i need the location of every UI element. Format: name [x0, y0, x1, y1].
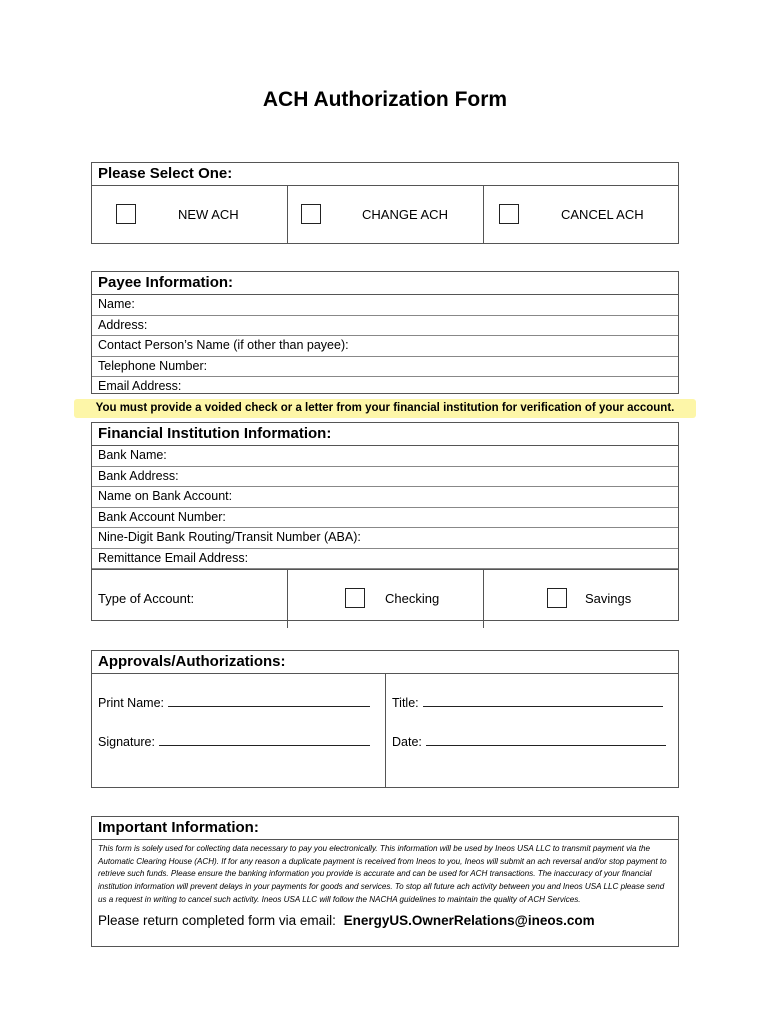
signature-line[interactable] [159, 734, 370, 746]
bank-account-number-field[interactable]: Bank Account Number: [92, 508, 678, 529]
important-section [91, 816, 679, 947]
signature-label: Signature: [98, 735, 155, 749]
return-instructions [92, 907, 678, 928]
bank-section-header: Financial Institution Information: [92, 423, 678, 446]
bank-name-field[interactable]: Bank Name: [92, 446, 678, 467]
payee-address-field[interactable]: Address: [92, 316, 678, 337]
change-ach-checkbox[interactable] [301, 204, 321, 224]
title-field[interactable] [392, 695, 663, 710]
change-ach-label: CHANGE ACH [362, 207, 448, 222]
savings-label: Savings [585, 591, 632, 606]
bank-address-field[interactable]: Bank Address: [92, 467, 678, 488]
approvals-divider [385, 674, 386, 787]
date-label: Date: [392, 735, 422, 749]
new-ach-checkbox[interactable] [116, 204, 136, 224]
account-type-label: Type of Account: [98, 591, 195, 606]
payee-section-header: Payee Information: [92, 272, 678, 295]
bank-account-name-field[interactable]: Name on Bank Account: [92, 487, 678, 508]
remittance-email-field[interactable]: Remittance Email Address: [92, 549, 678, 570]
print-name-line[interactable] [168, 695, 370, 707]
return-email[interactable]: EnergyUS.OwnerRelations@ineos.com [343, 912, 595, 928]
date-field[interactable] [392, 734, 666, 749]
payee-contact-field[interactable]: Contact Person’s Name (if other than payee): [92, 336, 678, 357]
date-line[interactable] [426, 734, 666, 746]
voided-check-notice: You must provide a voided check or a letter from your financial institution for verification of your account. [74, 399, 696, 418]
option-savings[interactable] [484, 570, 678, 628]
cancel-ach-label: CANCEL ACH [561, 207, 644, 222]
account-type-cell [92, 570, 288, 628]
print-name-label: Print Name: [98, 696, 164, 710]
option-cancel-ach[interactable] [484, 186, 678, 244]
approvals-section-header: Approvals/Authorizations: [92, 651, 678, 674]
important-section-header: Important Information: [92, 817, 678, 840]
form-title: ACH Authorization Form [262, 88, 508, 111]
select-section [91, 162, 679, 244]
cancel-ach-checkbox[interactable] [499, 204, 519, 224]
payee-telephone-field[interactable]: Telephone Number: [92, 357, 678, 378]
signature-field[interactable] [98, 734, 370, 749]
option-checking[interactable] [288, 570, 484, 628]
important-body-text: This form is solely used for collecting data necessary to pay you electronically. This information will be used by Ineos USA LLC to transmit payment via the Automatic Clearing House (ACH). If for any reason a duplicate payment is received from Ineos to you, Ineos will submit an ach reversal and/or stop payment to retrieve such funds. Please ensure the banking information you provide is accurate and can be used for ACH transactions. The inaccuracy of your financial institution information will prevent delays in your payments for goods and services. To stop all future ach activity between you and Ineos USA LLC please send us a request in writing to cancel such activity. Ineos USA LLC will follow the NACHA guidelines to maintain the quality of ACH Services. [98, 844, 667, 904]
payee-email-field[interactable]: Email Address: [98, 379, 182, 393]
return-text: Please return completed form via email: [98, 912, 336, 928]
payee-section [91, 271, 679, 394]
new-ach-label: NEW ACH [178, 207, 239, 222]
bank-section [91, 422, 679, 621]
print-name-field[interactable] [98, 695, 370, 710]
option-change-ach[interactable] [288, 186, 484, 244]
title-label: Title: [392, 696, 419, 710]
option-new-ach[interactable] [92, 186, 288, 244]
payee-name-field[interactable]: Name: [92, 295, 678, 316]
title-line[interactable] [423, 695, 663, 707]
approvals-section [91, 650, 679, 788]
checking-checkbox[interactable] [345, 588, 365, 608]
savings-checkbox[interactable] [547, 588, 567, 608]
select-section-header: Please Select One: [92, 163, 678, 186]
routing-number-field[interactable]: Nine-Digit Bank Routing/Transit Number (ABA): [92, 528, 678, 549]
checking-label: Checking [385, 591, 440, 606]
